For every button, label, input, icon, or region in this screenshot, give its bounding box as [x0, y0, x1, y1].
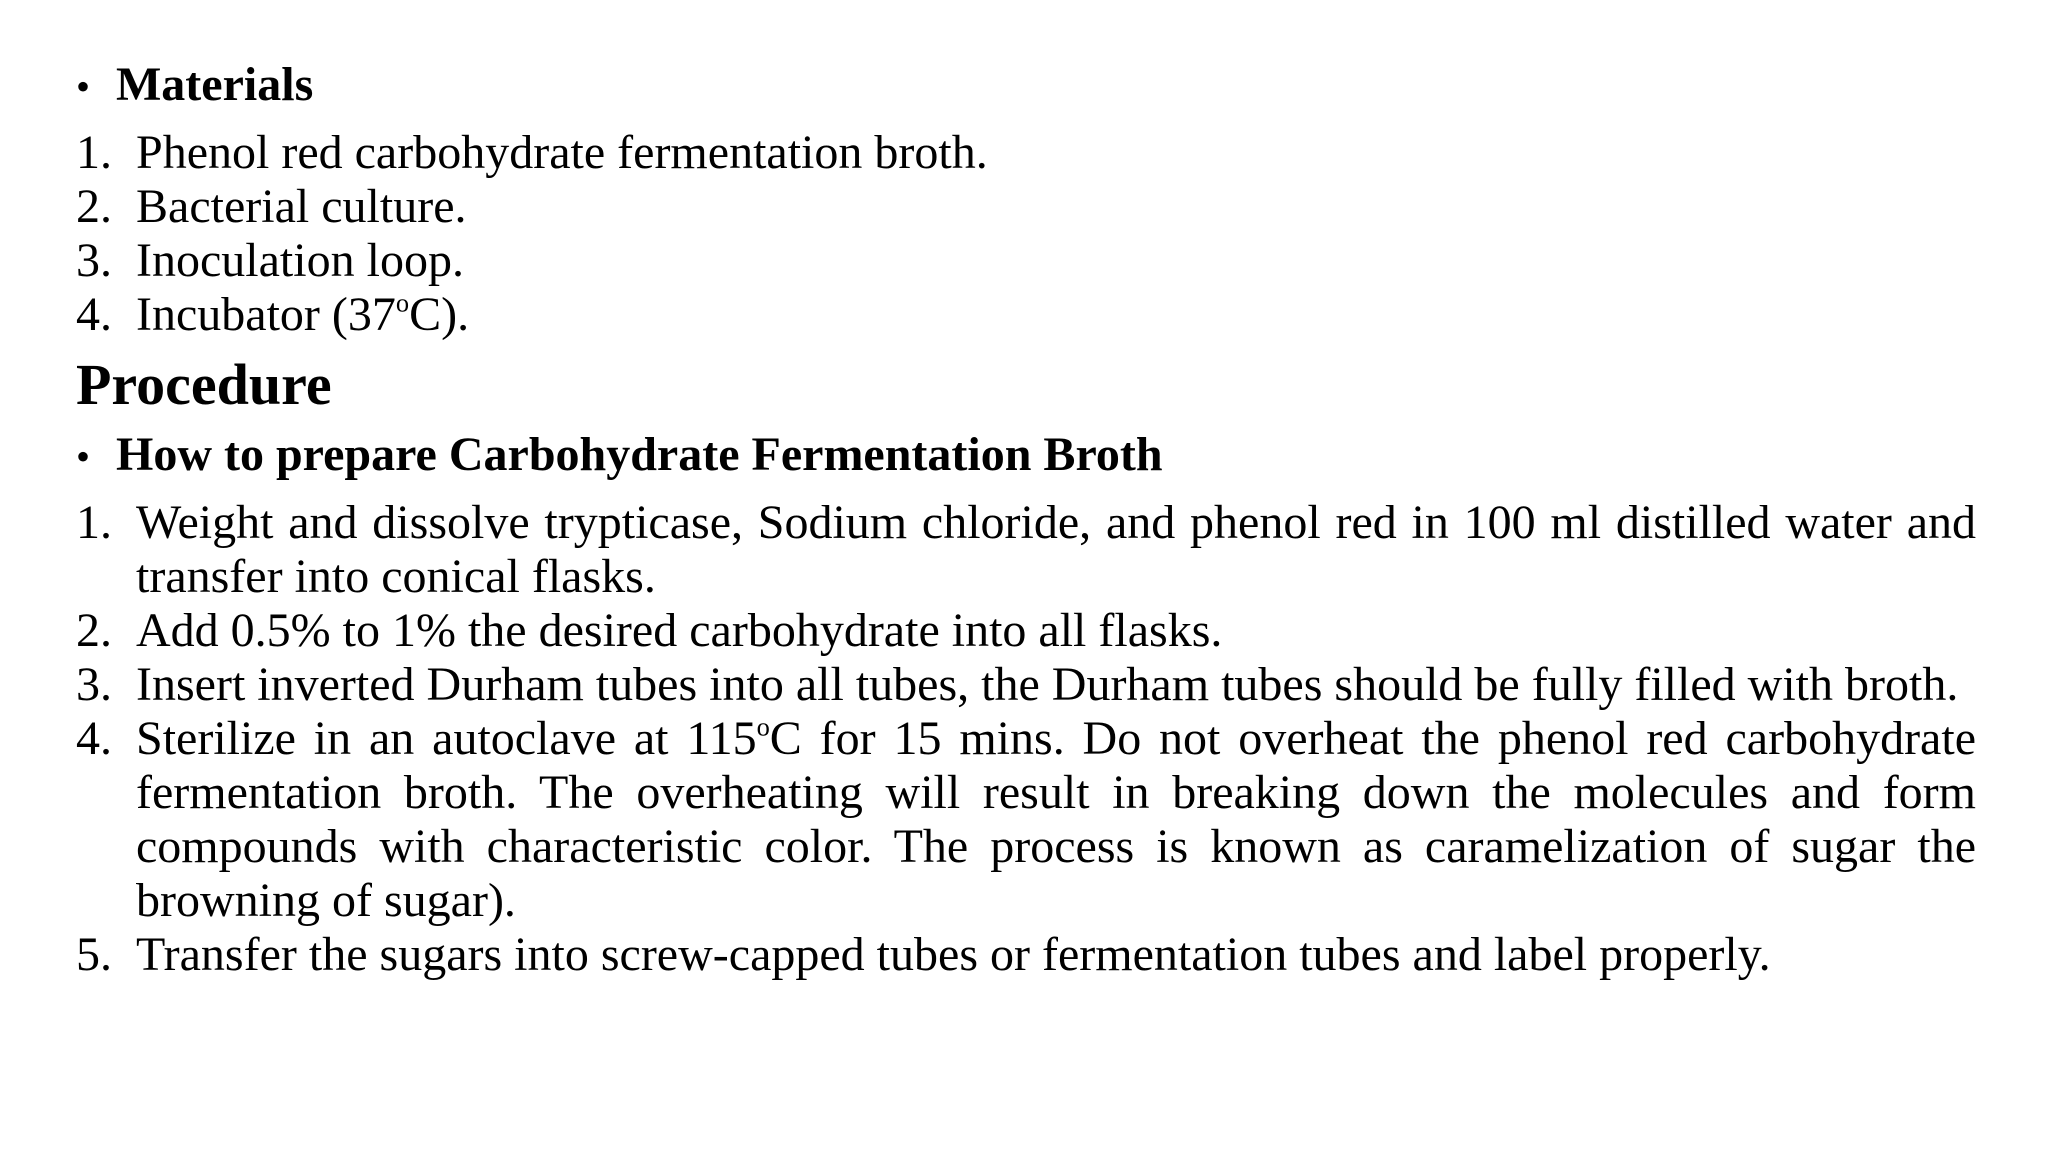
list-item — [76, 288, 1976, 342]
list-item-number: 3. — [76, 234, 112, 287]
list-item-number: 1. — [76, 126, 112, 179]
procedure-subheading-row — [76, 426, 1976, 486]
materials-heading-row — [76, 56, 1976, 116]
procedure-subheading: How to prepare Carbohydrate Fermentation Broth — [116, 428, 1163, 481]
degree-superscript: o — [395, 287, 410, 318]
list-item — [76, 126, 1976, 180]
list-item-text: Bacterial culture. — [136, 180, 467, 233]
materials-heading: Materials — [116, 58, 314, 111]
list-item — [76, 180, 1976, 234]
list-item-text: Add 0.5% to 1% the desired carbohydrate into all flasks. — [136, 604, 1223, 657]
degree-superscript: o — [756, 711, 770, 742]
list-item — [76, 604, 1976, 658]
list-item — [76, 234, 1976, 288]
list-item-text: Insert inverted Durham tubes into all tubes, the Durham tubes should be fully filled with broth. — [136, 658, 1959, 711]
list-item — [76, 712, 1976, 928]
procedure-heading: Procedure — [76, 352, 332, 417]
list-item — [76, 928, 1976, 982]
list-item-text: Phenol red carbohydrate fermentation broth. — [136, 126, 988, 179]
list-item-text: Weight and dissolve trypticase, Sodium chloride, and phenol red in 100 ml distilled water and transfer into conical flasks. — [136, 496, 1976, 603]
materials-list — [76, 126, 1976, 342]
list-item-number: 4. — [76, 712, 112, 765]
list-item — [76, 658, 1976, 712]
list-item-text — [136, 288, 1976, 342]
list-item-number: 1. — [76, 496, 112, 549]
list-item — [76, 496, 1976, 604]
list-item-number: 2. — [76, 180, 112, 233]
text-part: C). — [409, 288, 470, 341]
list-item-text: Transfer the sugars into screw-capped tubes or fermentation tubes and label properly. — [136, 928, 1771, 981]
list-item-text: Inoculation loop. — [136, 234, 464, 287]
list-item-number: 3. — [76, 658, 112, 711]
procedure-steps-list — [76, 496, 1976, 982]
text-part: Incubator (37 — [136, 288, 396, 341]
bullet-marker: • — [76, 434, 91, 479]
list-item-number: 2. — [76, 604, 112, 657]
text-part: C for 15 mins. Do not overheat the phenol red carbohydrate fermentation broth. The overheating will result in breaking down the molecules and form compounds with characteristic color. The process is known as caramelization of sugar the browning of sugar). — [136, 712, 1976, 927]
bullet-marker: • — [76, 64, 91, 109]
list-item-text — [136, 712, 1976, 928]
document-page — [76, 56, 1976, 982]
list-item-number: 5. — [76, 928, 112, 981]
list-item-number: 4. — [76, 288, 112, 341]
text-part: Sterilize in an autoclave at 115 — [136, 712, 757, 765]
